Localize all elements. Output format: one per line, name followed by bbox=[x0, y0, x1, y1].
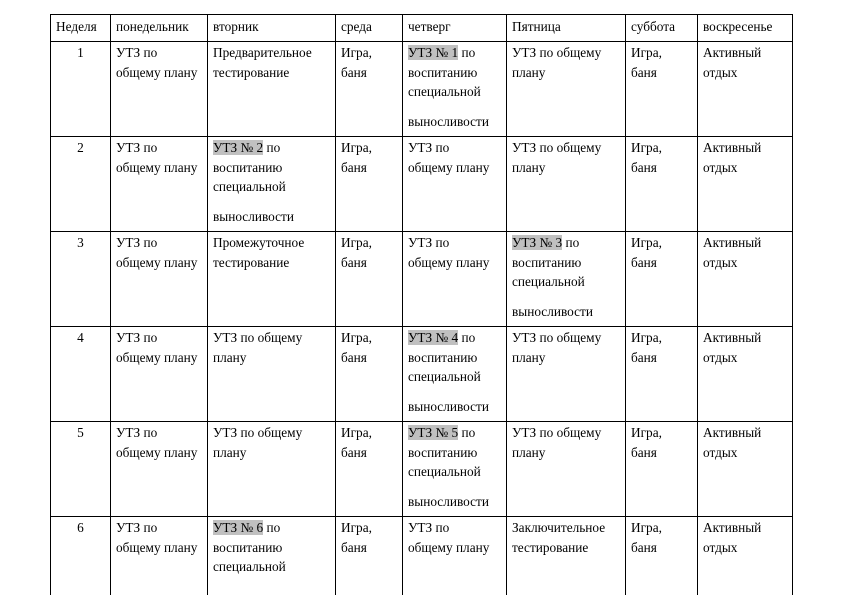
cell-text-line: УТЗ по bbox=[116, 45, 158, 60]
cell-text-fragment: по bbox=[458, 425, 476, 440]
cell-text-fragment: по bbox=[562, 235, 580, 250]
week-number-cell: 5 bbox=[51, 422, 111, 517]
highlighted-session-label: УТЗ № 3 bbox=[512, 235, 563, 250]
tuesday-cell bbox=[208, 42, 336, 137]
cell-text-line: воспитанию bbox=[408, 64, 478, 80]
table-row bbox=[51, 327, 793, 422]
cell-text-line: воспитанию bbox=[408, 444, 478, 460]
cell-text-line: плану bbox=[512, 349, 546, 365]
cell-text-fragment: по bbox=[458, 45, 476, 60]
cell-text-line: отдых bbox=[703, 159, 738, 175]
friday-cell bbox=[507, 232, 626, 327]
cell-text-line: общему плану bbox=[408, 159, 490, 175]
cell-text-line: баня bbox=[341, 539, 367, 555]
cell-text-line: выносливости bbox=[408, 398, 489, 414]
header-friday: Пятница bbox=[507, 15, 626, 42]
cell-text-line: баня bbox=[341, 64, 367, 80]
cell-text-line: выносливости bbox=[213, 208, 294, 224]
header-monday: понедельник bbox=[111, 15, 208, 42]
table-row bbox=[51, 137, 793, 232]
wednesday-cell bbox=[336, 137, 403, 232]
friday-cell bbox=[507, 517, 626, 595]
cell-text-line: тестирование bbox=[213, 64, 290, 80]
table-header bbox=[51, 15, 793, 42]
header-tuesday: вторник bbox=[208, 15, 336, 42]
cell-text-line: УТЗ по bbox=[116, 520, 158, 535]
cell-text-line: плану bbox=[512, 64, 546, 80]
header-sunday: воскресенье bbox=[698, 15, 793, 42]
cell-text-line: общему плану bbox=[116, 539, 198, 555]
cell-text-line: Игра, bbox=[631, 235, 662, 250]
cell-text-line: баня bbox=[341, 444, 367, 460]
table-row bbox=[51, 517, 793, 595]
friday-cell bbox=[507, 327, 626, 422]
wednesday-cell bbox=[336, 327, 403, 422]
cell-text-line: Игра, bbox=[631, 330, 662, 345]
header-thursday: четверг bbox=[403, 15, 507, 42]
cell-text-line: специальной bbox=[408, 369, 481, 384]
cell-text-line: баня bbox=[341, 349, 367, 365]
cell-text-line: Заключительное bbox=[512, 520, 606, 535]
tuesday-cell bbox=[208, 137, 336, 232]
header-row bbox=[51, 15, 793, 42]
cell-text-fragment: по bbox=[263, 140, 281, 155]
monday-cell bbox=[111, 517, 208, 595]
table-row bbox=[51, 42, 793, 137]
cell-text-line: отдых bbox=[703, 254, 738, 270]
cell-text-line: выносливости bbox=[408, 493, 489, 509]
cell-text-line: Игра, bbox=[631, 520, 662, 535]
monday-cell bbox=[111, 137, 208, 232]
week-number-cell: 3 bbox=[51, 232, 111, 327]
cell-text-line: УТЗ по общему bbox=[512, 45, 602, 60]
cell-text-line: баня bbox=[631, 64, 657, 80]
week-number-cell: 6 bbox=[51, 517, 111, 595]
cell-text-line: Активный bbox=[703, 425, 762, 440]
cell-text-line: плану bbox=[213, 444, 247, 460]
cell-text-line: Активный bbox=[703, 235, 762, 250]
cell-text-line bbox=[512, 233, 620, 253]
wednesday-cell bbox=[336, 42, 403, 137]
thursday-cell bbox=[403, 517, 507, 595]
cell-text-line: воспитанию bbox=[408, 349, 478, 365]
cell-text-line: Активный bbox=[703, 520, 762, 535]
cell-text-line: Игра, bbox=[631, 425, 662, 440]
cell-text-line: общему плану bbox=[116, 349, 198, 365]
cell-text-line: общему плану bbox=[408, 254, 490, 270]
cell-text-line: общему плану bbox=[116, 254, 198, 270]
table-body bbox=[51, 42, 793, 595]
cell-text-line: Активный bbox=[703, 45, 762, 60]
thursday-cell bbox=[403, 327, 507, 422]
cell-text-line: УТЗ по bbox=[116, 140, 158, 155]
cell-text-line: Активный bbox=[703, 330, 762, 345]
cell-text-line: баня bbox=[631, 539, 657, 555]
cell-text-line: баня bbox=[341, 254, 367, 270]
thursday-cell bbox=[403, 137, 507, 232]
cell-text-line: баня bbox=[631, 159, 657, 175]
cell-text-line: баня bbox=[631, 444, 657, 460]
cell-text-line: общему плану bbox=[408, 539, 490, 555]
cell-text-line bbox=[213, 138, 330, 158]
highlighted-session-label: УТЗ № 4 bbox=[408, 330, 459, 345]
sunday-cell bbox=[698, 422, 793, 517]
cell-text-line: Игра, bbox=[631, 45, 662, 60]
cell-text-line: УТЗ по bbox=[408, 235, 450, 250]
header-week: Неделя bbox=[51, 15, 111, 42]
cell-text-line: выносливости bbox=[512, 303, 593, 319]
cell-text-line: Игра, bbox=[341, 425, 372, 440]
cell-text-line: Игра, bbox=[631, 140, 662, 155]
cell-text-line: специальной bbox=[408, 464, 481, 479]
cell-text-line: УТЗ по общему bbox=[512, 140, 602, 155]
monday-cell bbox=[111, 232, 208, 327]
cell-text-line: УТЗ по bbox=[116, 425, 158, 440]
monday-cell bbox=[111, 327, 208, 422]
cell-text-fragment: по bbox=[458, 330, 476, 345]
sunday-cell bbox=[698, 137, 793, 232]
cell-text-line: УТЗ по bbox=[408, 140, 450, 155]
cell-text-line: специальной bbox=[213, 179, 286, 194]
cell-text-line: Игра, bbox=[341, 520, 372, 535]
cell-text-line: баня bbox=[631, 254, 657, 270]
wednesday-cell bbox=[336, 517, 403, 595]
cell-text-line: баня bbox=[341, 159, 367, 175]
cell-text-line: Промежуточное bbox=[213, 235, 305, 250]
friday-cell bbox=[507, 137, 626, 232]
cell-text-line: отдых bbox=[703, 349, 738, 365]
cell-text-line: УТЗ по общему bbox=[512, 330, 602, 345]
cell-text-line: общему плану bbox=[116, 159, 198, 175]
cell-text-line: Игра, bbox=[341, 235, 372, 250]
cell-text-line: плану bbox=[213, 349, 247, 365]
cell-text-line bbox=[213, 518, 330, 538]
cell-text-line: специальной bbox=[512, 274, 585, 289]
sunday-cell bbox=[698, 517, 793, 595]
header-wednesday: среда bbox=[336, 15, 403, 42]
tuesday-cell bbox=[208, 232, 336, 327]
week-number-cell: 4 bbox=[51, 327, 111, 422]
monday-cell bbox=[111, 42, 208, 137]
cell-text-line: общему плану bbox=[116, 444, 198, 460]
highlighted-session-label: УТЗ № 6 bbox=[213, 520, 264, 535]
cell-text-line: специальной bbox=[408, 84, 481, 99]
cell-text-line: отдых bbox=[703, 539, 738, 555]
highlighted-session-label: УТЗ № 1 bbox=[408, 45, 459, 60]
saturday-cell bbox=[626, 517, 698, 595]
cell-text-line: Игра, bbox=[341, 330, 372, 345]
cell-text-line: плану bbox=[512, 159, 546, 175]
cell-text-line: Игра, bbox=[341, 140, 372, 155]
cell-text-line: УТЗ по общему bbox=[213, 330, 303, 345]
week-number-cell: 2 bbox=[51, 137, 111, 232]
thursday-cell bbox=[403, 422, 507, 517]
saturday-cell bbox=[626, 327, 698, 422]
cell-text-line: УТЗ по общему bbox=[512, 425, 602, 440]
cell-text-line: УТЗ по общему bbox=[213, 425, 303, 440]
cell-text-line: Активный bbox=[703, 140, 762, 155]
cell-text-line: отдых bbox=[703, 444, 738, 460]
cell-text-line: УТЗ по bbox=[116, 235, 158, 250]
cell-text-line: воспитанию bbox=[213, 539, 283, 555]
cell-text-line bbox=[408, 328, 501, 348]
cell-text-fragment: по bbox=[263, 520, 281, 535]
thursday-cell bbox=[403, 232, 507, 327]
tuesday-cell bbox=[208, 422, 336, 517]
cell-text-line bbox=[408, 43, 501, 63]
week-number-cell: 1 bbox=[51, 42, 111, 137]
cell-text-line: общему плану bbox=[116, 64, 198, 80]
highlighted-session-label: УТЗ № 2 bbox=[213, 140, 264, 155]
training-schedule-table bbox=[50, 14, 793, 595]
saturday-cell bbox=[626, 42, 698, 137]
cell-text-line: выносливости bbox=[408, 113, 489, 129]
wednesday-cell bbox=[336, 232, 403, 327]
sunday-cell bbox=[698, 42, 793, 137]
cell-text-line: тестирование bbox=[213, 254, 290, 270]
friday-cell bbox=[507, 422, 626, 517]
sunday-cell bbox=[698, 327, 793, 422]
cell-text-line: тестирование bbox=[512, 539, 589, 555]
cell-text-line: УТЗ по bbox=[116, 330, 158, 345]
cell-text-line: специальной bbox=[213, 559, 286, 574]
saturday-cell bbox=[626, 137, 698, 232]
saturday-cell bbox=[626, 232, 698, 327]
table-row bbox=[51, 422, 793, 517]
wednesday-cell bbox=[336, 422, 403, 517]
sunday-cell bbox=[698, 232, 793, 327]
cell-text-line: Предварительное bbox=[213, 45, 312, 60]
cell-text-line: плану bbox=[512, 444, 546, 460]
cell-text-line bbox=[408, 423, 501, 443]
table-row bbox=[51, 232, 793, 327]
tuesday-cell bbox=[208, 327, 336, 422]
cell-text-line: воспитанию bbox=[213, 159, 283, 175]
header-saturday: суббота bbox=[626, 15, 698, 42]
cell-text-line: воспитанию bbox=[512, 254, 582, 270]
highlighted-session-label: УТЗ № 5 bbox=[408, 425, 459, 440]
cell-text-line: УТЗ по bbox=[408, 520, 450, 535]
tuesday-cell bbox=[208, 517, 336, 595]
cell-text-line: баня bbox=[631, 349, 657, 365]
cell-text-line: Игра, bbox=[341, 45, 372, 60]
friday-cell bbox=[507, 42, 626, 137]
cell-text-line: отдых bbox=[703, 64, 738, 80]
monday-cell bbox=[111, 422, 208, 517]
saturday-cell bbox=[626, 422, 698, 517]
thursday-cell bbox=[403, 42, 507, 137]
